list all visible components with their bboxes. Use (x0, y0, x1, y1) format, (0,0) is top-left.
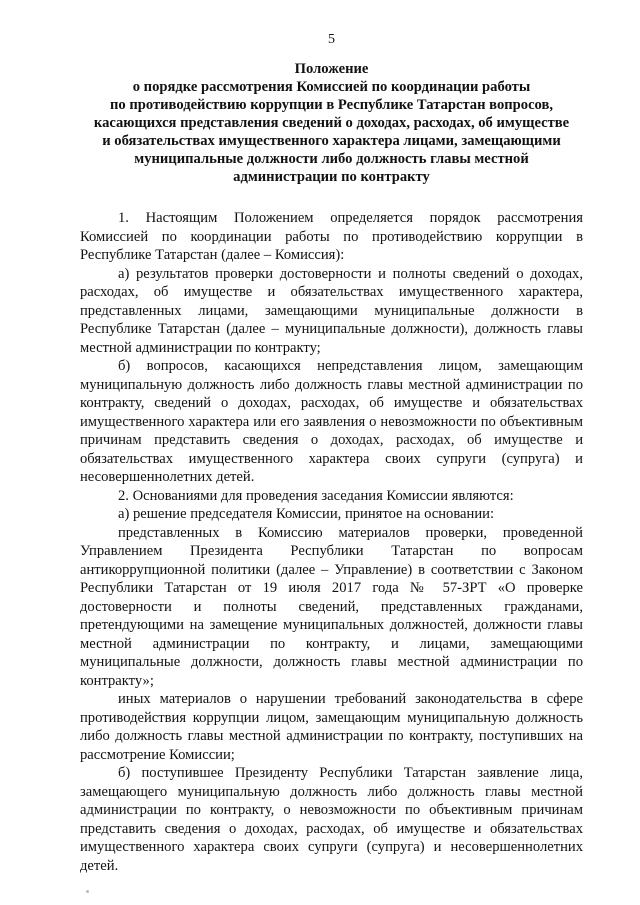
paragraph-2b: б) поступившее Президенту Республики Татарстан заявление лица, замещающего муниципальную должность либо должность главы местной администрации по контракту, о невозможности по объективным причинам представить сведения о доходах, расходах, об имуществе и обязательствах имущественного характера своих супруги (супруга) и несовершеннолетних детей. (80, 765, 583, 874)
scan-artifact-dot (86, 890, 89, 893)
title-line: по противодействию коррупции в Республике Татарстан вопросов, (109, 97, 554, 113)
title-line: муниципальные должности либо должность главы местной (134, 151, 529, 167)
paragraph-2a: а) решение председателя Комиссии, принятое на основании: (118, 506, 495, 522)
document-title (80, 60, 583, 186)
paragraph-1b: б) вопросов, касающихся непредставления лицом, замещающим муниципальную должность либо должность главы местной администрации по контракту, сведений о доходах, расходах, об имуществе и обязательствах имущественного характера или его заявления о невозможности по объективным причинам представить сведения о доходах, расходах, об имуществе и обязательствах имущественного характера своих супруги (супруга) и несовершеннолетних детей. (80, 358, 583, 485)
paragraph-1a: а) результатов проверки достоверности и полноты сведений о доходах, расходах, об имуществе и обязательствах имущественного характера, представленных лицами, замещающими муниципальные должности в Республике Татарстан (далее – муниципальные должности), должность главы местной администрации по контракту; (80, 265, 583, 356)
document-body (80, 209, 583, 875)
page-number: 5 (328, 32, 335, 47)
title-line: о порядке рассмотрения Комиссией по координации работы (132, 79, 531, 95)
title-line: и обязательствах имущественного характера лицами, замещающими (102, 133, 561, 149)
document-page (80, 32, 583, 875)
title-line: администрации по контракту (233, 169, 430, 185)
paragraph-2a-item-2: иных материалов о нарушении требований законодательства в сфере противодействия коррупции лицом, замещающим муниципальную должность либо должность главы местной администрации по контракту, поступивших на рассмотрение Комиссии; (80, 691, 583, 763)
title-line: Положение (294, 61, 369, 77)
paragraph-1: 1. Настоящим Положением определяется порядок рассмотрения Комиссией по координации работы по противодействию коррупции в Республике Татарстан (далее – Комиссия): (80, 210, 583, 263)
title-line: касающихся представления сведений о доходах, расходах, об имуществе (93, 115, 570, 131)
paragraph-2a-item-1: представленных в Комиссию материалов проверки, проведенной Управлением Президента Республики Татарстан по вопросам антикоррупционной политики (далее – Управление) в соответствии с Законом Республики Татарстан от 19 июля 2017 года № 57-ЗРТ «О проверке достоверности и полноты сведений, представленных гражданами, претендующими на замещение муниципальных должностей, должности главы местной администрации по контракту, и лицами, замещающими муниципальные должности, должность главы местной администрации по контракту»; (80, 524, 583, 689)
paragraph-2: 2. Основаниями для проведения заседания Комиссии являются: (118, 487, 514, 504)
